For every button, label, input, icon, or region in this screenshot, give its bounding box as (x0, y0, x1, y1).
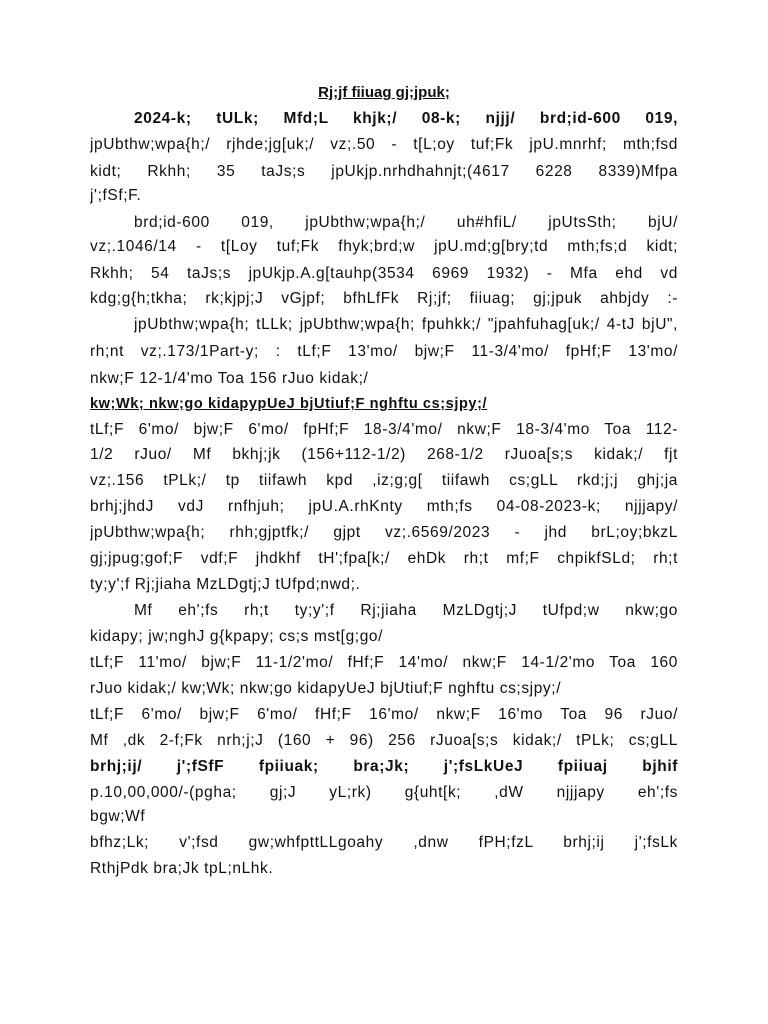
body-line: j';fSf;F. (90, 187, 142, 204)
body-line: Mf ,dk 2-f;Fk nrh;j;J (160 + 96) 256 rJuoa[s;s kidak;/ tPLk; cs;gLL (90, 732, 678, 749)
body-line: brhj;jhdJ vdJ rnfhjuh; jpU.A.rhKnty mth;fs 04-08-2023-k; njjjapy/ (90, 498, 678, 515)
body-line: kdg;g{h;tkha; rk;kjpj;J vGjpf; bfhLfFk Rj;jf; fiiuag; gj;jpuk ahbjdy :- (90, 290, 678, 307)
body-line: bgw;Wf (90, 808, 146, 825)
body-line: jpUbthw;wpa{h; rhh;gjptfk;/ gjpt vz;.6569/2023 - jhd brL;oy;bkzL (90, 524, 678, 541)
body-line: vz;.156 tPLk;/ tp tiifawh kpd ,iz;g;g[ tiifawh cs;gLL rkd;j;j ghj;ja (90, 472, 678, 489)
body-line: jpUbthw;wpa{h;/ rjhde;jg[uk;/ vz;.50 - t[L;oy tuf;Fk jpU.mnrhf; mth;fsd (90, 136, 678, 153)
body-line: tLf;F 6'mo/ bjw;F 6'mo/ fHf;F 16'mo/ nkw;F 16'mo Toa 96 rJuo/ (90, 706, 678, 723)
body-line: RthjPdk bra;Jk tpL;nLhk. (90, 860, 274, 877)
body-line: Rkhh; 54 taJs;s jpUkjp.A.g[tauhp(3534 6969 1932) - Mfa ehd vd (90, 265, 678, 282)
body-line: gj;jpug;gof;F vdf;F jhdkhf tH';fpa[k;/ ehDk rh;t mf;F chpikfSLd; rh;t (90, 550, 678, 567)
body-line: tLf;F 11'mo/ bjw;F 11-1/2'mo/ fHf;F 14'mo/ nkw;F 14-1/2'mo Toa 160 (90, 654, 678, 671)
body-line: tLf;F 6'mo/ bjw;F 6'mo/ fpHf;F 18-3/4'mo/ nkw;F 18-3/4'mo Toa 112- (90, 421, 678, 438)
body-line: nkw;F 12-1/4'mo Toa 156 rJuo kidak;/ (90, 370, 369, 387)
body-line: brhj;ij/ j';fSfF fpiiuak; bra;Jk; j';fsLkUeJ fpiiuaj bjhif (90, 758, 678, 775)
body-line: Mf eh';fs rh;t ty;y';f Rj;jiaha MzLDgtj;J tUfpd;w nkw;go (134, 602, 678, 619)
body-line: kidt; Rkhh; 35 taJs;s jpUkjp.nrhdhahnjt;(4617 6228 8339)Mfpa (90, 163, 678, 180)
body-line: rh;nt vz;.173/1Part-y; : tLf;F 13'mo/ bjw;F 11-3/4'mo/ fpHf;F 13'mo/ (90, 343, 678, 360)
body-line: vz;.1046/14 - t[Loy tuf;Fk fhyk;brd;w jpU.md;g[bry;td mth;fs;d kidt; (90, 238, 678, 255)
body-line: ty;y';f Rj;jiaha MzLDgtj;J tUfpd;nwd;. (90, 576, 361, 593)
body-line: kidapy; jw;nghJ g{kpapy; cs;s mst[g;go/ (90, 628, 384, 645)
section-heading: kw;Wk; nkw;go kidapypUeJ bjUtiuf;F nghftu cs;sjpy;/ (90, 396, 488, 412)
body-line: 2024-k; tULk; Mfd;L khjk;/ 08-k; njjj/ brd;id-600 019, (134, 110, 678, 127)
document-title: Rj;jf fiiuag gj;jpuk; (318, 84, 450, 101)
body-line: p.10,00,000/-(pgha; gj;J yL;rk) g{uht[k; ,dW njjjapy eh';fs (90, 784, 678, 801)
body-line: rJuo kidak;/ kw;Wk; nkw;go kidapyUeJ bjUtiuf;F nghftu cs;sjpy;/ (90, 680, 562, 697)
body-line: jpUbthw;wpa{h; tLLk; jpUbthw;wpa{h; fpuhkk;/ "jpahfuhag[uk;/ 4-tJ bjU", (134, 316, 678, 333)
body-line: 1/2 rJuo/ Mf bkhj;jk (156+112-1/2) 268-1/2 rJuoa[s;s kidak;/ fjt (90, 446, 678, 463)
body-line: brd;id-600 019, jpUbthw;wpa{h;/ uh#hfiL/ jpUtsSth; bjU/ (134, 214, 678, 231)
body-line: bfhz;Lk; v';fsd gw;whfpttLLgoahy ,dnw fPH;fzL brhj;ij j';fsLk (90, 834, 678, 851)
